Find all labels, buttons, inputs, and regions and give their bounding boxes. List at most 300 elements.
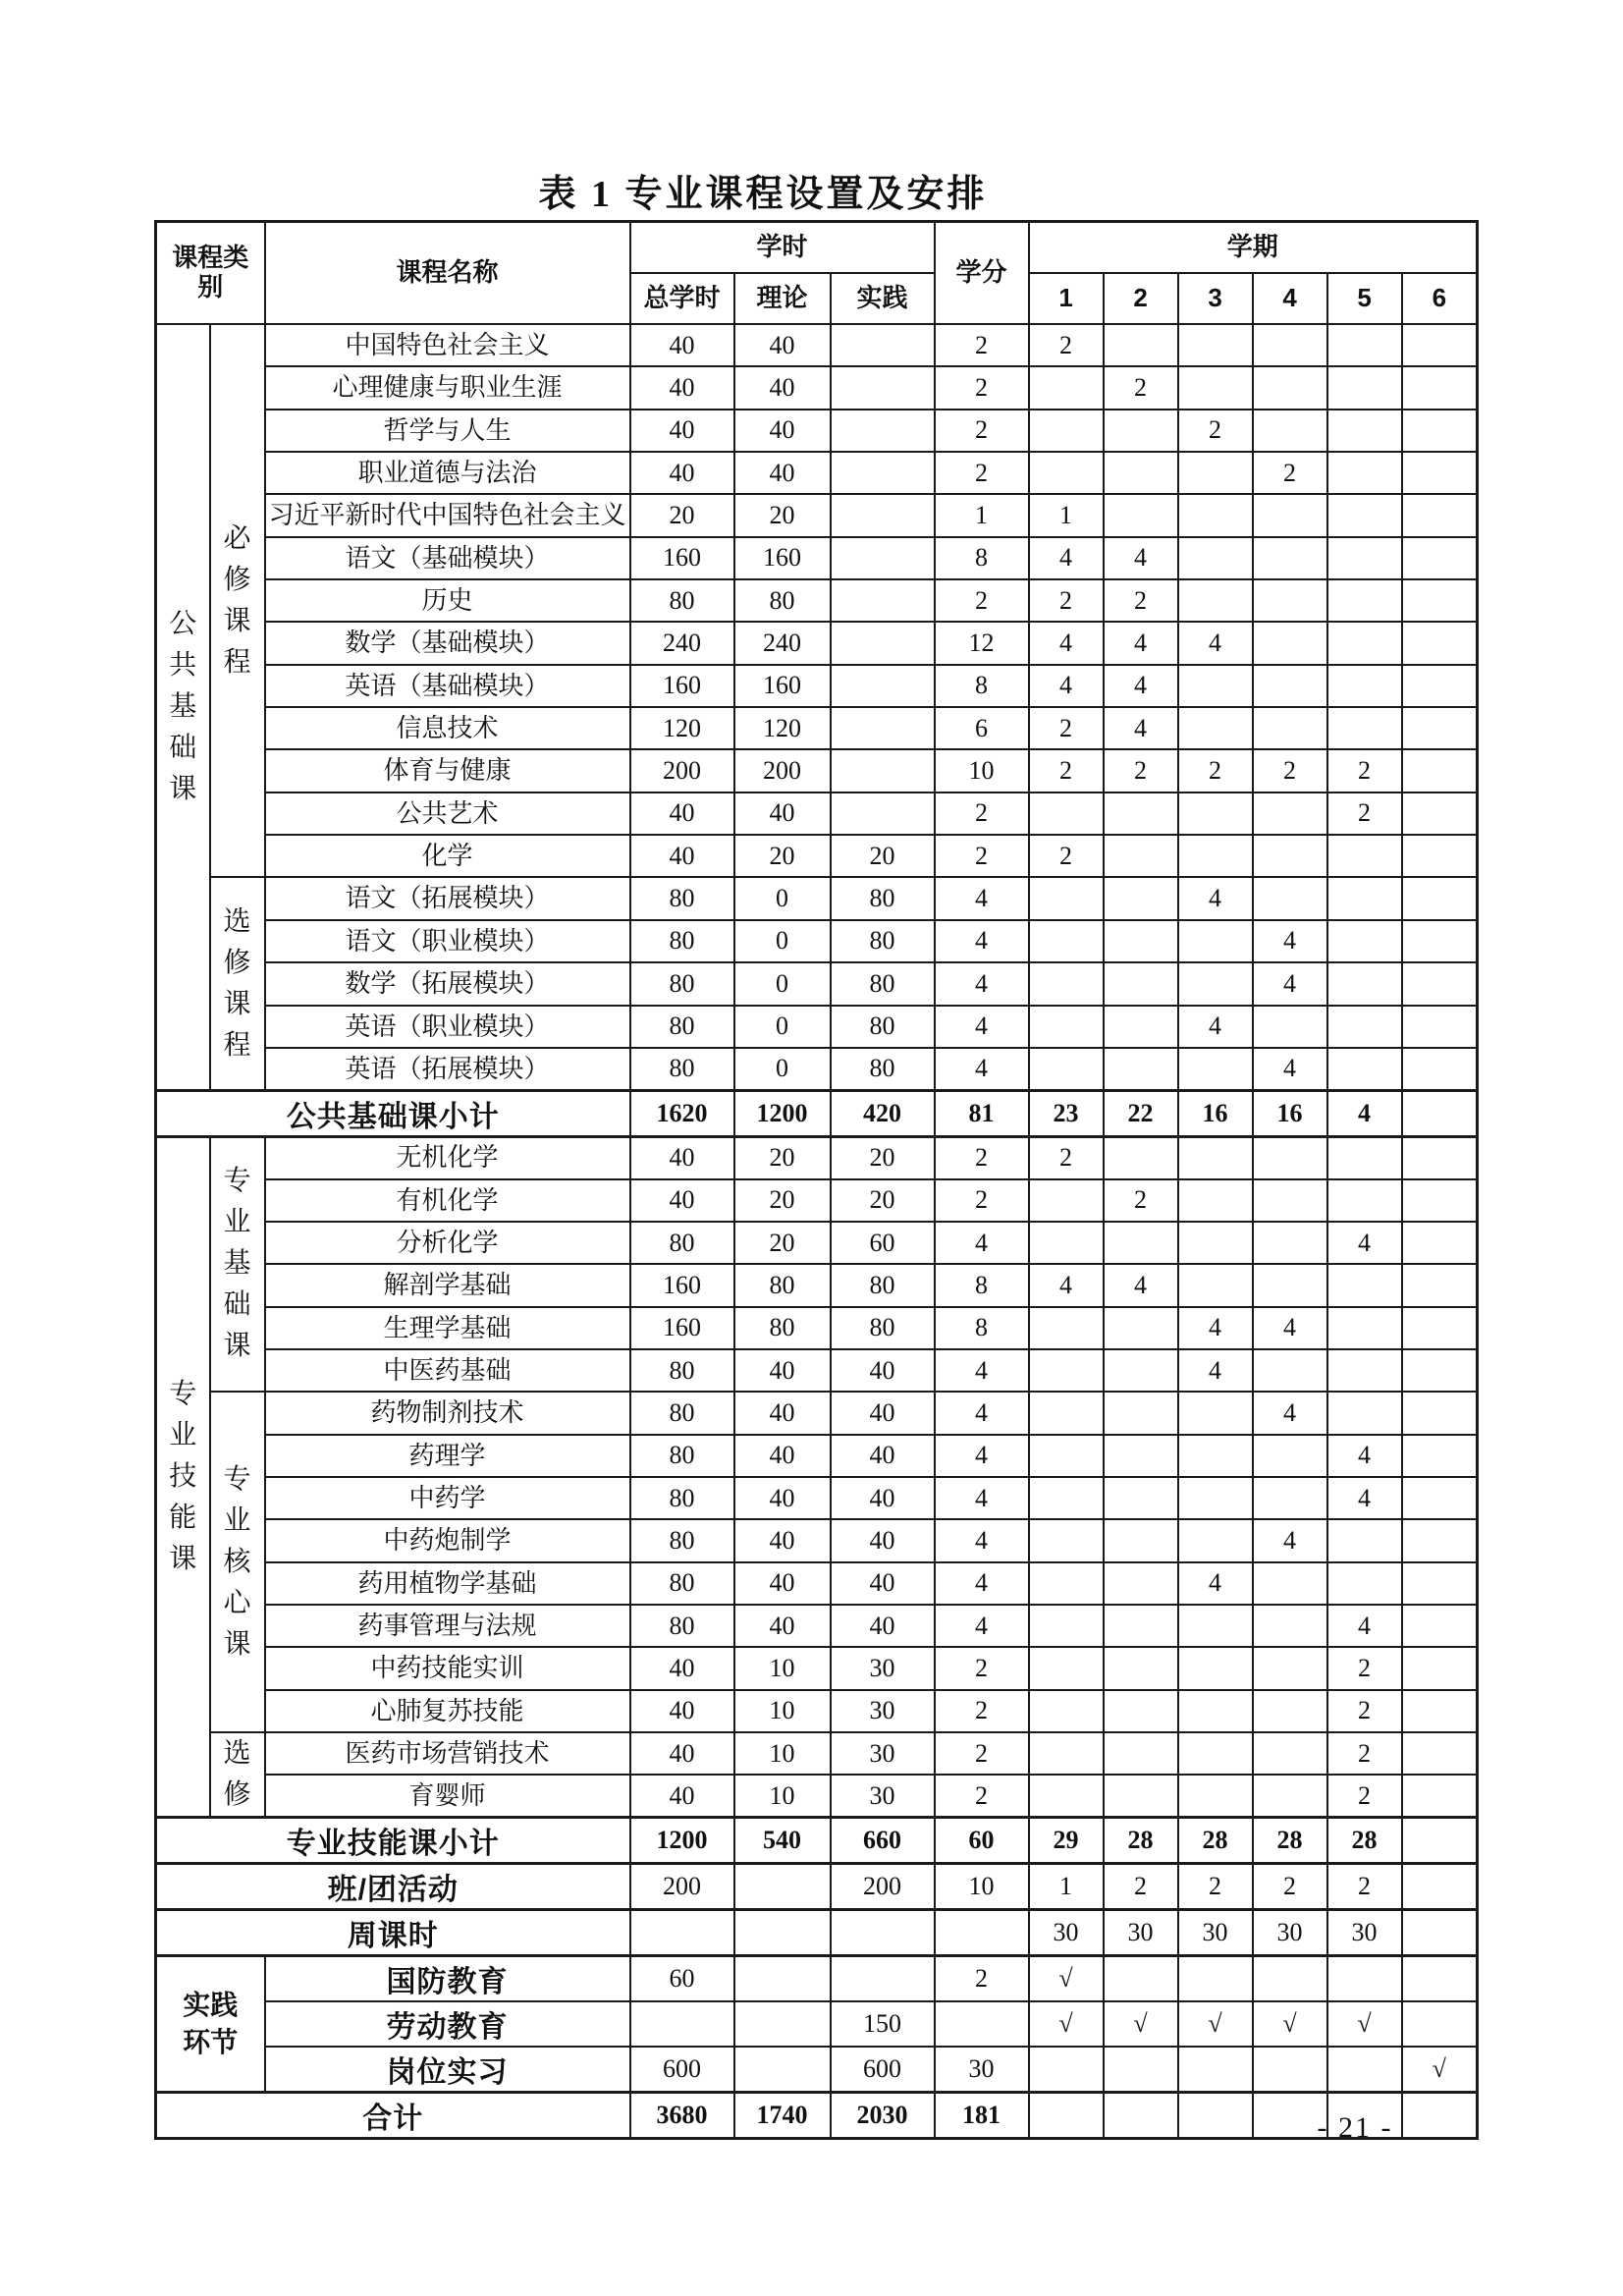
course-name-cell: 英语（基础模块） (265, 665, 630, 707)
semester-5-cell (1327, 665, 1402, 707)
theory-hours-cell: 10 (734, 1690, 831, 1732)
semester-4-cell: 4 (1253, 962, 1327, 1005)
semester-4-cell (1253, 324, 1327, 366)
practice-hours-cell: 30 (831, 1690, 935, 1732)
course-name-cell: 药理学 (265, 1435, 630, 1477)
course-name-cell: 语文（基础模块） (265, 537, 630, 579)
table-row (156, 920, 1478, 962)
semester-2-cell (1104, 835, 1178, 877)
semester-4-cell: 28 (1253, 1818, 1327, 1864)
semester-2-cell (1104, 1690, 1178, 1732)
semester-5-cell (1327, 622, 1402, 664)
practice-hours-cell (831, 452, 935, 494)
semester-2-cell: 22 (1104, 1090, 1178, 1136)
semester-1-cell (1029, 410, 1104, 452)
semester-6-cell (1402, 410, 1478, 452)
theory-hours-cell: 0 (734, 1048, 831, 1090)
table-row (156, 1732, 1478, 1775)
semester-3-cell (1178, 1956, 1253, 2002)
semester-6-cell (1402, 622, 1478, 664)
semester-4-cell (1253, 1647, 1327, 1689)
semester-5-cell: 2 (1327, 749, 1402, 792)
semester-4-cell (1253, 1136, 1327, 1178)
semester-4-cell (1253, 1179, 1327, 1222)
course-name-cell: 无机化学 (265, 1136, 630, 1178)
practice-hours-cell: 40 (831, 1392, 935, 1434)
semester-5-cell (1327, 1956, 1402, 2002)
practice-hours-cell: 40 (831, 1435, 935, 1477)
semester-4-cell (1253, 1956, 1327, 2002)
semester-2-cell (1104, 1136, 1178, 1178)
semester-1-cell (1029, 1519, 1104, 1561)
semester-3-cell (1178, 1519, 1253, 1561)
course-name-cell: 药事管理与法规 (265, 1605, 630, 1647)
theory-hours-cell: 0 (734, 920, 831, 962)
semester-2-cell (1104, 1477, 1178, 1519)
semester-6-cell (1402, 494, 1478, 536)
theory-hours-cell: 1740 (734, 2093, 831, 2139)
total-hours-cell (630, 2001, 734, 2047)
credits-cell: 2 (935, 579, 1029, 622)
curriculum-table-body (156, 324, 1478, 2139)
table-row (156, 665, 1478, 707)
course-name-cell: 中药技能实训 (265, 1647, 630, 1689)
credits-cell (935, 1910, 1029, 1956)
total-hours-cell: 80 (630, 1477, 734, 1519)
semester-1-cell: 30 (1029, 1910, 1104, 1956)
credits-cell: 181 (935, 2093, 1029, 2139)
total-hours-cell: 60 (630, 1956, 734, 2002)
semester-4-cell (1253, 1264, 1327, 1306)
theory-hours-cell: 80 (734, 1264, 831, 1306)
credits-cell: 4 (935, 1006, 1029, 1048)
course-name-cell: 有机化学 (265, 1179, 630, 1222)
table-row (156, 1222, 1478, 1264)
course-name-cell: 信息技术 (265, 707, 630, 749)
semester-6-cell (1402, 1647, 1478, 1689)
semester-2-cell (1104, 1956, 1178, 2002)
semester-2-cell (1104, 877, 1178, 919)
semester-5-cell (1327, 1006, 1402, 1048)
semester-3-cell: 28 (1178, 1818, 1253, 1864)
category-label: 专业技能课 (169, 1378, 197, 1574)
table-row (156, 1956, 1478, 2002)
semester-4-cell: 4 (1253, 1519, 1327, 1561)
credits-cell: 60 (935, 1818, 1029, 1864)
semester-1-cell: 29 (1029, 1818, 1104, 1864)
semester-1-cell (1029, 1392, 1104, 1434)
total-hours-cell: 40 (630, 1732, 734, 1775)
semester-3-cell (1178, 835, 1253, 877)
total-hours-cell: 80 (630, 1435, 734, 1477)
total-hours-cell: 40 (630, 1775, 734, 1817)
semester-5-cell (1327, 1562, 1402, 1605)
semester-6-cell (1402, 749, 1478, 792)
table-row (156, 1690, 1478, 1732)
semester-2-cell (1104, 1392, 1178, 1434)
theory-hours-cell: 40 (734, 366, 831, 409)
header-course-name: 课程名称 (265, 222, 630, 325)
credits-cell: 10 (935, 749, 1029, 792)
header-semester-5: 5 (1327, 273, 1402, 324)
semester-1-cell (1029, 1690, 1104, 1732)
table-row (156, 622, 1478, 664)
subcategory-cell (210, 1392, 265, 1732)
semester-5-cell (1327, 494, 1402, 536)
total-hours-cell: 200 (630, 749, 734, 792)
course-name-cell: 生理学基础 (265, 1307, 630, 1349)
practice-hours-cell (831, 622, 935, 664)
semester-5-cell (1327, 920, 1402, 962)
semester-1-cell (1029, 1307, 1104, 1349)
theory-hours-cell: 40 (734, 324, 831, 366)
semester-5-cell (1327, 1048, 1402, 1090)
semester-2-cell (1104, 1349, 1178, 1392)
table-row (156, 1136, 1478, 1178)
table-title: 表 1 专业课程设置及安排 (538, 174, 988, 215)
semester-3-cell (1178, 920, 1253, 962)
semester-4-cell: 2 (1253, 749, 1327, 792)
theory-hours-cell: 160 (734, 665, 831, 707)
theory-hours-cell: 20 (734, 494, 831, 536)
course-name-cell: 中药炮制学 (265, 1519, 630, 1561)
total-hours-cell: 40 (630, 410, 734, 452)
semester-5-cell (1327, 1392, 1402, 1434)
theory-hours-cell: 540 (734, 1818, 831, 1864)
credits-cell: 4 (935, 1349, 1029, 1392)
practice-hours-cell: 40 (831, 1562, 935, 1605)
semester-4-cell: 2 (1253, 1864, 1327, 1910)
theory-hours-cell: 120 (734, 707, 831, 749)
course-name-cell: 分析化学 (265, 1222, 630, 1264)
total-hours-cell: 20 (630, 494, 734, 536)
header-theory: 理论 (734, 273, 831, 324)
semester-3-cell (1178, 1690, 1253, 1732)
practice-hours-cell (831, 707, 935, 749)
credits-cell: 4 (935, 1392, 1029, 1434)
theory-hours-cell: 80 (734, 1307, 831, 1349)
table-row (156, 324, 1478, 366)
total-hours-cell: 160 (630, 665, 734, 707)
subcategory-cell (210, 877, 265, 1090)
credits-cell: 2 (935, 1179, 1029, 1222)
total-hours-cell: 80 (630, 962, 734, 1005)
course-name-cell: 国防教育 (265, 1956, 630, 2002)
page-number: - 21 - (1317, 2111, 1393, 2144)
semester-4-cell (1253, 793, 1327, 835)
course-name-cell: 药物制剂技术 (265, 1392, 630, 1434)
semester-1-cell (1029, 1562, 1104, 1605)
semester-1-cell (1029, 2047, 1104, 2093)
theory-hours-cell: 160 (734, 537, 831, 579)
semester-2-cell: 4 (1104, 537, 1178, 579)
total-hours-cell: 1620 (630, 1090, 734, 1136)
semester-6-cell (1402, 1864, 1478, 1910)
course-name-cell: 数学（拓展模块） (265, 962, 630, 1005)
practice-hours-cell (831, 410, 935, 452)
semester-2-cell (1104, 1435, 1178, 1477)
summary-label-cell: 班/团活动 (156, 1864, 630, 1910)
semester-4-cell (1253, 1605, 1327, 1647)
semester-3-cell (1178, 579, 1253, 622)
table-row (156, 1179, 1478, 1222)
semester-6-cell (1402, 1006, 1478, 1048)
semester-6-cell (1402, 1775, 1478, 1817)
credits-cell: 2 (935, 1732, 1029, 1775)
semester-5-cell (1327, 1136, 1402, 1178)
credits-cell: 81 (935, 1090, 1029, 1136)
semester-6-cell (1402, 1605, 1478, 1647)
semester-1-cell: 4 (1029, 537, 1104, 579)
theory-hours-cell: 0 (734, 962, 831, 1005)
theory-hours-cell: 0 (734, 877, 831, 919)
semester-5-cell (1327, 1349, 1402, 1392)
course-name-cell: 英语（职业模块） (265, 1006, 630, 1048)
credits-cell: 2 (935, 1956, 1029, 2002)
semester-2-cell: 2 (1104, 749, 1178, 792)
total-hours-cell: 40 (630, 793, 734, 835)
semester-1-cell (1029, 1349, 1104, 1392)
course-name-cell: 英语（拓展模块） (265, 1048, 630, 1090)
semester-3-cell (1178, 452, 1253, 494)
semester-5-cell: 4 (1327, 1605, 1402, 1647)
credits-cell: 2 (935, 1647, 1029, 1689)
practice-hours-cell (831, 1910, 935, 1956)
total-hours-cell: 120 (630, 707, 734, 749)
semester-3-cell (1178, 1477, 1253, 1519)
semester-6-cell (1402, 1349, 1478, 1392)
theory-hours-cell: 40 (734, 1435, 831, 1477)
semester-1-cell: 23 (1029, 1090, 1104, 1136)
semester-2-cell (1104, 1307, 1178, 1349)
total-hours-cell: 80 (630, 1519, 734, 1561)
practice-hours-cell: 20 (831, 1179, 935, 1222)
semester-6-cell (1402, 1519, 1478, 1561)
semester-2-cell: 2 (1104, 366, 1178, 409)
semester-5-cell (1327, 707, 1402, 749)
semester-3-cell (1178, 1605, 1253, 1647)
header-category-label: 课程类别 (172, 243, 249, 301)
practice-hours-cell: 600 (831, 2047, 935, 2093)
table-row (156, 1090, 1478, 1136)
theory-hours-cell: 240 (734, 622, 831, 664)
semester-5-cell (1327, 1179, 1402, 1222)
semester-3-cell (1178, 1647, 1253, 1689)
semester-4-cell: 4 (1253, 1307, 1327, 1349)
category-cell (156, 1136, 210, 1818)
category-label: 实践环节 (183, 1990, 239, 2058)
course-name-cell: 体育与健康 (265, 749, 630, 792)
semester-3-cell (1178, 366, 1253, 409)
semester-2-cell: 2 (1104, 1179, 1178, 1222)
semester-6-cell (1402, 1222, 1478, 1264)
table-header (156, 222, 1478, 325)
theory-hours-cell: 40 (734, 1392, 831, 1434)
total-hours-cell: 80 (630, 1392, 734, 1434)
theory-hours-cell: 20 (734, 1136, 831, 1178)
semester-3-cell (1178, 494, 1253, 536)
semester-2-cell (1104, 793, 1178, 835)
semester-5-cell (1327, 1519, 1402, 1561)
header-semester-4: 4 (1253, 273, 1327, 324)
semester-6-cell (1402, 1477, 1478, 1519)
semester-6-cell (1402, 920, 1478, 962)
semester-6-cell (1402, 877, 1478, 919)
semester-1-cell (1029, 1179, 1104, 1222)
course-name-cell: 中国特色社会主义 (265, 324, 630, 366)
semester-2-cell (1104, 1732, 1178, 1775)
credits-cell: 30 (935, 2047, 1029, 2093)
course-name-cell: 历史 (265, 579, 630, 622)
total-hours-cell: 200 (630, 1864, 734, 1910)
semester-1-cell (1029, 920, 1104, 962)
semester-4-cell (1253, 1435, 1327, 1477)
practice-hours-cell: 30 (831, 1775, 935, 1817)
semester-1-cell (1029, 1006, 1104, 1048)
subcategory-label: 专业核心课 (223, 1463, 251, 1660)
total-hours-cell: 160 (630, 537, 734, 579)
table-row (156, 2047, 1478, 2093)
table-row (156, 1264, 1478, 1306)
credits-cell: 8 (935, 665, 1029, 707)
semester-2-cell (1104, 2093, 1178, 2139)
semester-3-cell: 2 (1178, 410, 1253, 452)
semester-3-cell (1178, 1392, 1253, 1434)
practice-hours-cell (831, 579, 935, 622)
semester-6-cell (1402, 1307, 1478, 1349)
credits-cell: 4 (935, 920, 1029, 962)
practice-hours-cell: 80 (831, 1006, 935, 1048)
theory-hours-cell: 20 (734, 835, 831, 877)
summary-label-cell: 专业技能课小计 (156, 1818, 630, 1864)
semester-6-cell (1402, 1048, 1478, 1090)
semester-3-cell (1178, 1435, 1253, 1477)
total-hours-cell: 3680 (630, 2093, 734, 2139)
semester-1-cell (1029, 877, 1104, 919)
theory-hours-cell: 10 (734, 1775, 831, 1817)
semester-3-cell: 4 (1178, 1006, 1253, 1048)
semester-2-cell (1104, 1605, 1178, 1647)
subcategory-label: 选修 (223, 1738, 251, 1811)
semester-1-cell (1029, 1048, 1104, 1090)
credits-cell: 2 (935, 835, 1029, 877)
course-name-cell: 化学 (265, 835, 630, 877)
semester-2-cell: 4 (1104, 1264, 1178, 1306)
semester-4-cell (1253, 494, 1327, 536)
credits-cell: 12 (935, 622, 1029, 664)
semester-6-cell (1402, 1690, 1478, 1732)
header-semester-group: 学期 (1029, 222, 1478, 274)
semester-4-cell (1253, 707, 1327, 749)
total-hours-cell: 80 (630, 1048, 734, 1090)
credits-cell: 2 (935, 324, 1029, 366)
table-row (156, 1605, 1478, 1647)
credits-cell: 4 (935, 1477, 1029, 1519)
practice-hours-cell (831, 1956, 935, 2002)
semester-6-cell: √ (1402, 2047, 1478, 2093)
theory-hours-cell: 40 (734, 1605, 831, 1647)
semester-3-cell: 30 (1178, 1910, 1253, 1956)
semester-3-cell (1178, 1732, 1253, 1775)
semester-6-cell (1402, 452, 1478, 494)
total-hours-cell: 80 (630, 1222, 734, 1264)
semester-3-cell (1178, 2047, 1253, 2093)
semester-2-cell (1104, 1006, 1178, 1048)
credits-cell: 2 (935, 1136, 1029, 1178)
semester-2-cell (1104, 920, 1178, 962)
table-row (156, 1048, 1478, 1090)
practice-hours-cell (831, 366, 935, 409)
category-label: 公共基础课 (169, 608, 197, 804)
summary-label-cell: 合计 (156, 2093, 630, 2139)
theory-hours-cell: 10 (734, 1647, 831, 1689)
header-semester-6: 6 (1402, 273, 1478, 324)
total-hours-cell (630, 1910, 734, 1956)
semester-5-cell: 4 (1327, 1477, 1402, 1519)
theory-hours-cell (734, 1910, 831, 1956)
semester-5-cell (1327, 2047, 1402, 2093)
table-row (156, 962, 1478, 1005)
semester-5-cell: 2 (1327, 1775, 1402, 1817)
credits-cell: 4 (935, 1562, 1029, 1605)
total-hours-cell: 80 (630, 579, 734, 622)
semester-3-cell (1178, 1048, 1253, 1090)
total-hours-cell: 80 (630, 1349, 734, 1392)
semester-5-cell (1327, 1307, 1402, 1349)
semester-1-cell: √ (1029, 1956, 1104, 2002)
table-row (156, 1818, 1478, 1864)
header-total-hours: 总学时 (630, 273, 734, 324)
table-row (156, 835, 1478, 877)
semester-3-cell: 4 (1178, 622, 1253, 664)
semester-1-cell: 4 (1029, 622, 1104, 664)
semester-4-cell: √ (1253, 2001, 1327, 2047)
credits-cell: 4 (935, 877, 1029, 919)
theory-hours-cell (734, 2047, 831, 2093)
semester-6-cell (1402, 835, 1478, 877)
credits-cell: 1 (935, 494, 1029, 536)
table-row (156, 366, 1478, 409)
semester-1-cell (1029, 452, 1104, 494)
table-row (156, 1477, 1478, 1519)
course-name-cell: 中药学 (265, 1477, 630, 1519)
table-row (156, 1392, 1478, 1434)
table-row (156, 1006, 1478, 1048)
subcategory-cell (210, 324, 265, 877)
semester-4-cell (1253, 665, 1327, 707)
table-row (156, 494, 1478, 536)
table-row (156, 749, 1478, 792)
semester-1-cell (1029, 366, 1104, 409)
total-hours-cell: 80 (630, 877, 734, 919)
semester-1-cell (1029, 1647, 1104, 1689)
semester-5-cell: 2 (1327, 1732, 1402, 1775)
semester-3-cell (1178, 962, 1253, 1005)
semester-4-cell (1253, 1562, 1327, 1605)
theory-hours-cell: 0 (734, 1006, 831, 1048)
semester-1-cell (1029, 1605, 1104, 1647)
semester-5-cell: 4 (1327, 1222, 1402, 1264)
course-name-cell: 语文（职业模块） (265, 920, 630, 962)
credits-cell: 6 (935, 707, 1029, 749)
table-row (156, 707, 1478, 749)
semester-3-cell (1178, 665, 1253, 707)
theory-hours-cell: 20 (734, 1222, 831, 1264)
credits-cell: 2 (935, 1775, 1029, 1817)
semester-5-cell: 4 (1327, 1435, 1402, 1477)
semester-4-cell (1253, 2047, 1327, 2093)
summary-label-cell: 周课时 (156, 1910, 630, 1956)
